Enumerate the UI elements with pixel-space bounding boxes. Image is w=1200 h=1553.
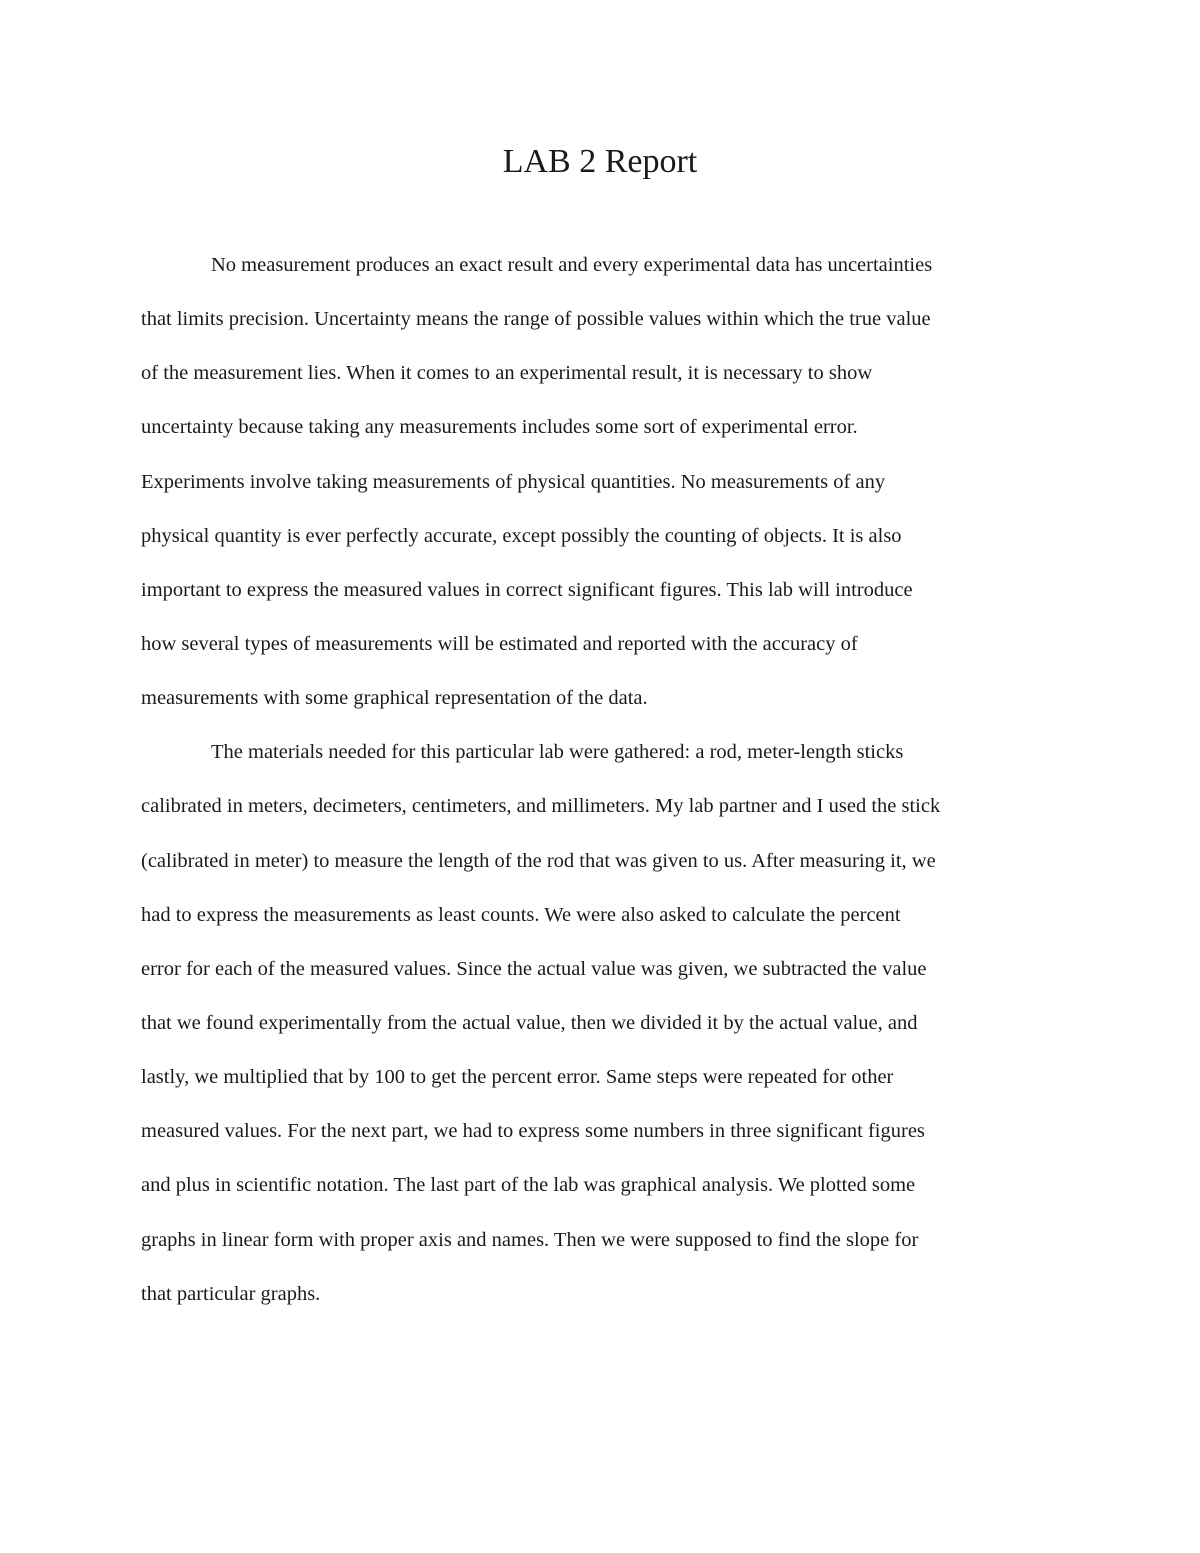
paragraph-line: lastly, we multiplied that by 100 to get the percent error. Same steps were repeated for other: [141, 1066, 894, 1089]
paragraph-2: [141, 725, 1063, 1321]
paragraph-line: of the measurement lies. When it comes to an experimental result, it is necessary to show: [141, 362, 873, 385]
paragraph-line: how several types of measurements will be estimated and reported with the accuracy of: [141, 632, 858, 655]
report-title: LAB 2 Report: [502, 143, 698, 180]
paragraph-1: [141, 238, 1063, 725]
paragraph-line: calibrated in meters, decimeters, centimeters, and millimeters. My lab partner and I used the stick: [141, 795, 941, 818]
report-body: [141, 238, 1063, 1321]
paragraph-line: (calibrated in meter) to measure the length of the rod that was given to us. After measuring it, we: [141, 849, 936, 872]
paragraph-line: measurements with some graphical representation of the data.: [141, 687, 648, 710]
paragraph-line: measured values. For the next part, we had to express some numbers in three significant figures: [141, 1120, 925, 1143]
paragraph-line: The materials needed for this particular lab were gathered: a rod, meter-length sticks: [211, 741, 904, 764]
paragraph-line: and plus in scientific notation. The last part of the lab was graphical analysis. We plotted some: [141, 1174, 916, 1197]
paragraph-line: No measurement produces an exact result and every experimental data has uncertainties: [211, 254, 933, 276]
paragraph-line: that we found experimentally from the actual value, then we divided it by the actual value, and: [141, 1011, 918, 1034]
paragraph-line: physical quantity is ever perfectly accurate, except possibly the counting of objects. It is also: [141, 524, 902, 547]
paragraph-line: that particular graphs.: [141, 1282, 321, 1305]
paragraph-line: graphs in linear form with proper axis and names. Then we were supposed to find the slope for: [141, 1228, 919, 1251]
paragraph-line: error for each of the measured values. Since the actual value was given, we subtracted the value: [141, 957, 927, 980]
paragraph-line: uncertainty because taking any measurements includes some sort of experimental error.: [141, 416, 858, 439]
paragraph-line: had to express the measurements as least counts. We were also asked to calculate the percent: [141, 903, 901, 926]
paragraph-line: that limits precision. Uncertainty means the range of possible values within which the true value: [141, 308, 931, 331]
paragraph-line: Experiments involve taking measurements of physical quantities. No measurements of any: [141, 470, 886, 493]
paragraph-line: important to express the measured values in correct significant figures. This lab will introduce: [141, 578, 913, 601]
